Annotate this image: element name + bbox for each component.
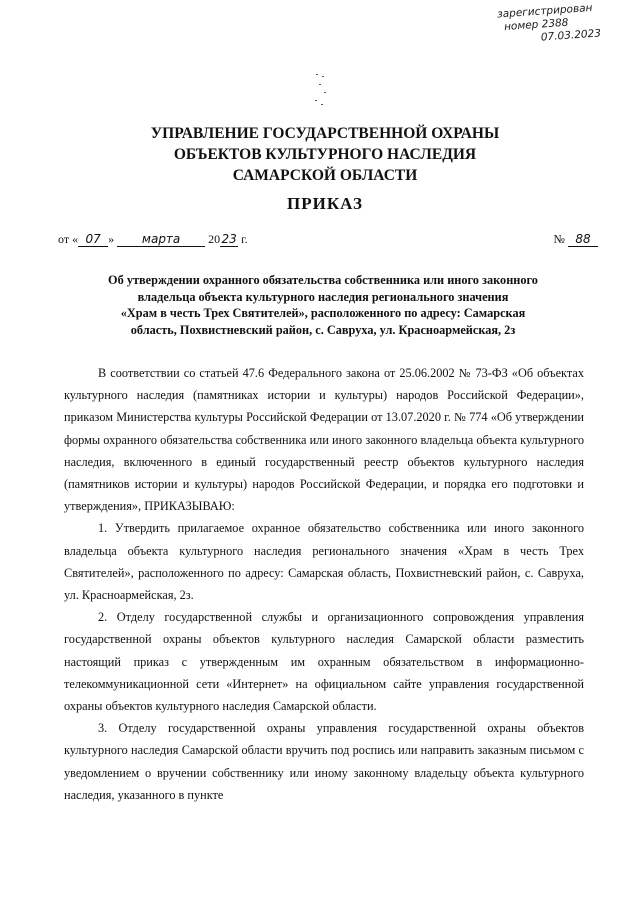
order-number [554,232,598,247]
registration-note-date: 07.03.2023 [540,27,602,44]
org-line: ОБЪЕКТОВ КУЛЬТУРНОГО НАСЛЕДИЯ [173,146,477,163]
order-date [58,232,248,247]
year-suffix: 23 [221,232,237,246]
date-number-row [58,232,598,254]
order-body [64,362,584,806]
date-month: марта [117,232,205,247]
order-item-2: 2. Отделу государственной службы и организационного сопровождения управления государственной охраны объектов культурного наследия Самарской области разместить настоящий приказ с утвержденным им охранным обязательством в информационно-телекоммуникационной сети «Интернет» на официальном сайте управления государственной охраны объектов культурного наследия Самарской области. [64,610,584,714]
subject-line: область, Похвистневский район, с. Савруха, ул. Красноармейская, 2з [130,322,516,337]
subject-line: владельца объекта культурного наследия регионального значения [137,289,509,304]
scan-specks-decoration [312,70,332,110]
organization-name [60,123,590,186]
subject-line: «Храм в честь Трех Святителей», расположенного по адресу: Самарская [120,306,526,320]
date-prefix: от « [58,232,79,246]
number-label: № [553,232,565,246]
order-subject [68,272,578,338]
year-unit: г. [241,232,248,246]
org-line: САМАРСКОЙ ОБЛАСТИ [232,167,418,184]
org-line: УПРАВЛЕНИЕ ГОСУДАРСТВЕННОЙ ОХРАНЫ [150,125,500,142]
registration-handwritten-note [497,0,629,47]
order-item-1: 1. Утвердить прилагаемое охранное обязательство собственника или иного законного владельца объекта культурного наследия регионального значения «Храм в честь Трех Святителей», расположенного по адресу: Самарская область, Похвистневский район, с. Савруха, ул. Красноармейская, 2з. [64,521,584,603]
date-day: 07 [78,232,108,247]
preamble-paragraph: В соответствии со статьей 47.6 Федерального закона от 25.06.2002 № 73-ФЗ «Об объектах культурного наследия (памятниках истории и культуры) народов Российской Федерации», приказом Министерства культуры Российской Федерации от 13.07.2020 г. № 774 «Об утверждении формы охранного обязательства собственника или иного законного владельца объекта культурного наследия, включенного в единый государственный реестр объектов культурного наследия (памятников истории и культуры) народов Российской Федерации, и порядка его подготовки и утверждения», ПРИКАЗЫВАЮ: [64,366,584,514]
order-item-3: 3. Отделу государственной охраны управления государственной охраны объектов культурного наследия Самарской области вручить под роспись или направить заказным письмом с уведомлением о вручении собственнику или иному законному владельцу объекта культурного наследия, указанного в пункте [64,721,584,802]
year-prefix: 20 [208,232,221,246]
subject-line: Об утверждении охранного обязательства собственника или иного законного [108,273,538,287]
document-type-title: ПРИКАЗ [287,194,363,213]
registration-note-line: зарегистрирован [496,1,593,21]
number-value: 88 [568,232,598,247]
date-mid: » [108,232,115,246]
registration-note-number: номер 2388 [503,16,569,34]
